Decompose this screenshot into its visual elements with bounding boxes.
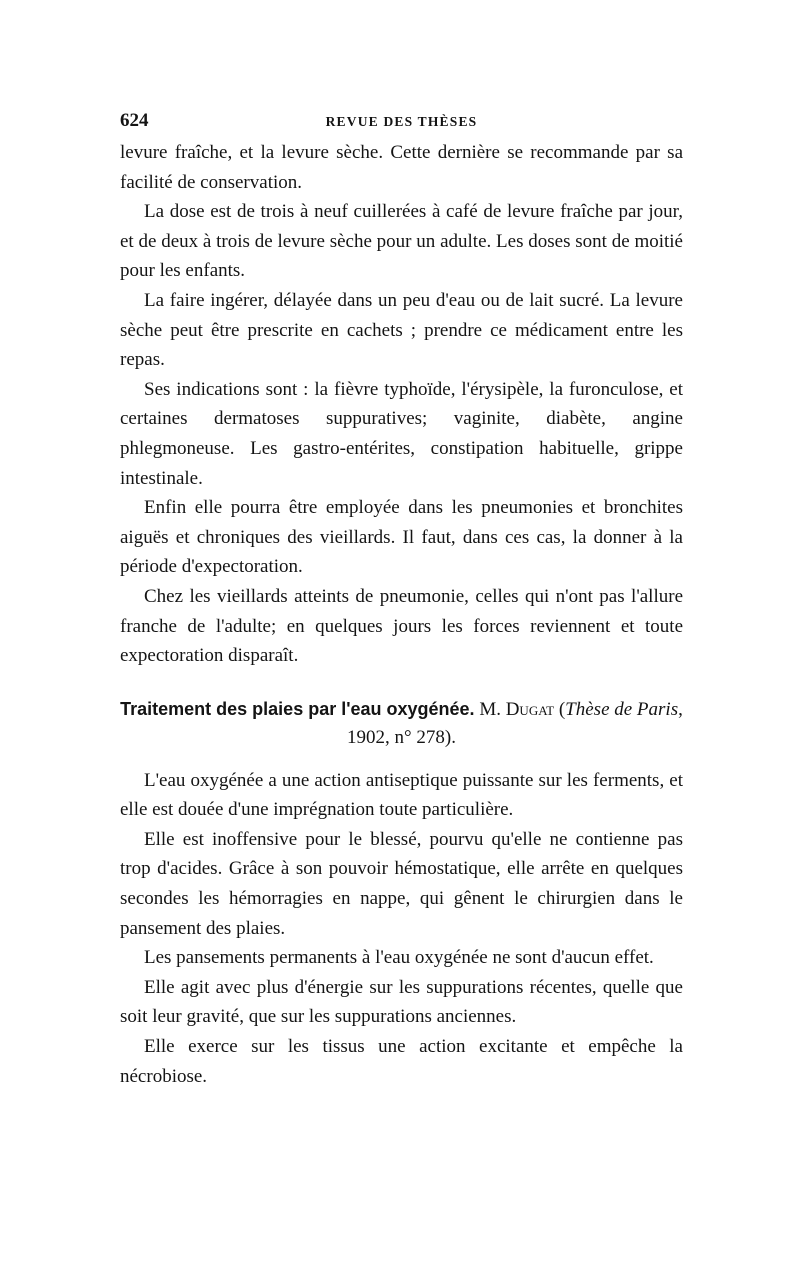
book-page (120, 108, 683, 1091)
paragraph: Elle agit avec plus d'énergie sur les suppurations récentes, quelle que soit leur gravité, que sur les suppurations anciennes. (120, 976, 683, 1028)
section-previous-article (120, 138, 683, 671)
article-title: Traitement des plaies par l'eau oxygénée. (120, 698, 475, 719)
paragraph: L'eau oxygénée a une action antiseptique puissante sur les ferments, et elle est douée d'une imprégnation toute particulière. (120, 769, 683, 821)
paragraph: La dose est de trois à neuf cuillerées à café de levure fraîche par jour, et de deux à trois de levure sèche pour un adulte. Les doses sont de moitié pour les enfants. (120, 201, 683, 282)
page-number: 624 (120, 110, 149, 131)
paragraph: Les pansements permanents à l'eau oxygénée ne sont d'aucun effet. (144, 947, 654, 969)
paragraph: Elle exerce sur les tissus une action excitante et empêche la nécrobiose. (120, 1036, 683, 1087)
paragraph: Elle est inoffensive pour le blessé, pourvu qu'elle ne contienne pas trop d'acides. Grâce à son pouvoir hémostatique, elle arrête en quelques secondes les hémorragies en nappe, qui gênent le chirurgien dans le pansement des plaies. (120, 828, 683, 939)
article-author: M. Dugat (479, 698, 555, 720)
running-title: REVUE DES THÈSES (325, 114, 478, 129)
article-details: , 1902, n° 278). (347, 698, 683, 748)
section-gap (120, 671, 683, 695)
heading-gap (120, 752, 683, 766)
paragraph: La faire ingérer, délayée dans un peu d'eau ou de lait sucré. La levure sèche peut être prescrite en cachets ; prendre ce médicament entre les repas. (120, 289, 683, 371)
article-heading (120, 695, 683, 752)
paragraph: Chez les vieillards atteints de pneumonie, celles qui n'ont pas l'allure franche de l'adulte; en quelques jours les forces reviennent et toute expectoration disparaît. (120, 585, 683, 667)
section-article-body (120, 766, 683, 1092)
paragraph: Ses indications sont : la fièvre typhoïde, l'érysipèle, la furonculose, et certaines dermatoses suppuratives; vaginite, diabète, angine phlegmoneuse. Les gastro-entérites, constipation habituelle, grippe intestinale. (120, 378, 683, 489)
article-thesis: Thèse de Paris (565, 698, 679, 720)
paragraph: levure fraîche, et la levure sèche. Cette dernière se recommande par sa facilité de conservation. (120, 142, 683, 193)
article-open-paren: ( (554, 698, 566, 720)
running-head (120, 108, 683, 138)
paragraph: Enfin elle pourra être employée dans les pneumonies et bronchites aiguës et chroniques des vieillards. Il faut, dans ces cas, la donner à la période d'expectoration. (120, 497, 683, 578)
